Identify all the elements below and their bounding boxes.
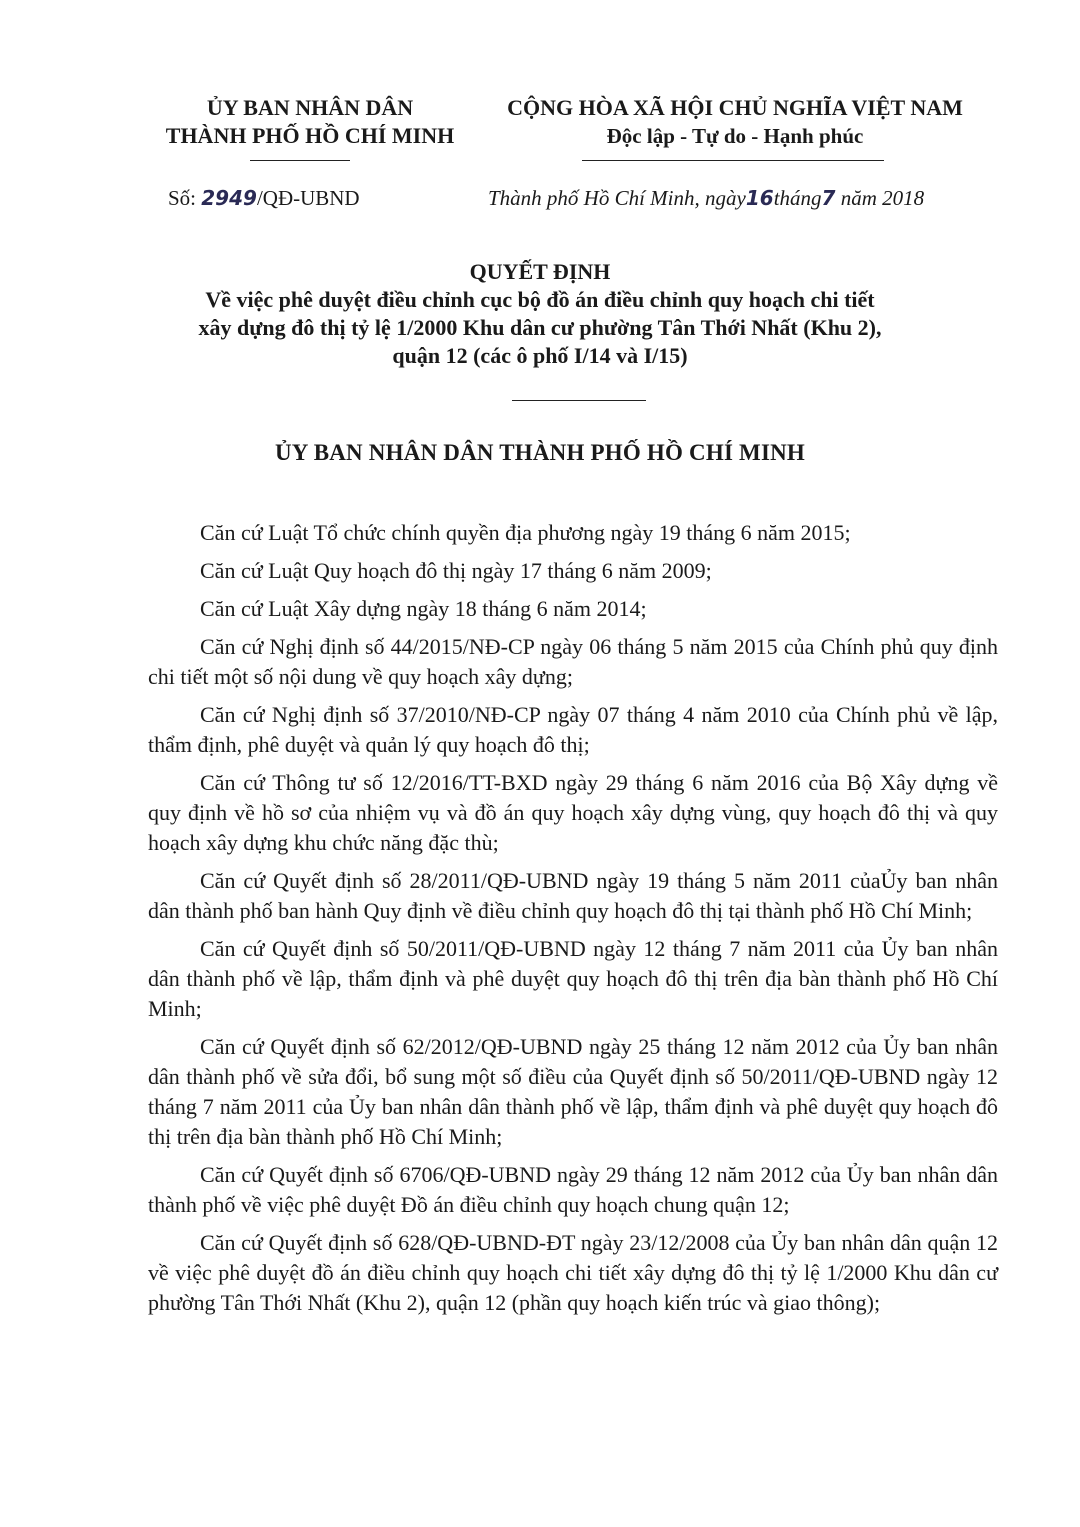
date-part-3: năm 2018 <box>840 186 925 210</box>
date-part-1: Thành phố Hồ Chí Minh, ngày <box>488 186 746 210</box>
title-underline <box>512 400 646 401</box>
legal-basis-paragraph: Căn cứ Quyết định số 62/2012/QĐ-UBND ngày 25 tháng 12 năm 2012 của Ủy ban nhân dân thành phố về sửa đổi, bổ sung một số điều của Quyết định số 50/2011/QĐ-UBND ngày 12 tháng 7 năm 2011 của Ủy ban nhân dân thành phố về lập, thẩm định và phê duyệt quy hoạch đô thị trên địa bàn thành phố Hồ Chí Minh; <box>148 1034 998 1149</box>
national-motto: Độc lập - Tự do - Hạnh phúc <box>606 124 864 148</box>
doc-number-suffix: /QĐ-UBND <box>256 186 360 210</box>
document-number <box>168 185 360 211</box>
issuing-agency <box>110 94 510 150</box>
legal-basis-paragraph: Căn cứ Thông tư số 12/2016/TT-BXD ngày 29 tháng 6 năm 2016 của Bộ Xây dựng về quy định về hồ sơ của nhiệm vụ và đồ án quy hoạch xây dựng vùng, quy hoạch đô thị và quy hoạch xây dựng khu chức năng đặc thù; <box>148 770 998 855</box>
decision-subject-line-1: Về việc phê duyệt điều chỉnh cục bộ đồ án điều chỉnh quy hoạch chi tiết <box>205 287 875 312</box>
agency-underline <box>250 160 350 161</box>
date-part-2: tháng <box>773 186 822 210</box>
legal-basis-paragraph: Căn cứ Quyết định số 628/QĐ-UBND-ĐT ngày 23/12/2008 của Ủy ban nhân dân quận 12 về việc phê duyệt đồ án điều chỉnh quy hoạch chi tiết xây dựng đô thị tỷ lệ 1/2000 Khu dân cư phường Tân Thới Nhất (Khu 2), quận 12 (phần quy hoạch kiến trúc và giao thông); <box>148 1230 998 1315</box>
agency-line-2: THÀNH PHỐ HỒ CHÍ MINH <box>165 123 455 148</box>
document-body <box>148 518 998 1326</box>
date-month-handwritten: 7 <box>821 186 836 210</box>
doc-number-prefix: Số: <box>168 186 197 210</box>
decision-heading: QUYẾT ĐỊNH <box>469 259 611 284</box>
legal-basis-paragraph: Căn cứ Luật Tổ chức chính quyền địa phương ngày 19 tháng 6 năm 2015; <box>200 520 851 545</box>
doc-number-handwritten: 2949 <box>201 186 257 210</box>
national-title: CỘNG HÒA XÃ HỘI CHỦ NGHĨA VIỆT NAM <box>507 95 963 120</box>
legal-basis-paragraph: Căn cứ Nghị định số 37/2010/NĐ-CP ngày 07 tháng 4 năm 2010 của Chính phủ về lập, thẩm định, phê duyệt và quản lý quy hoạch đô thị; <box>148 702 998 757</box>
authority-heading: ỦY BAN NHÂN DÂN THÀNH PHỐ HỒ CHÍ MINH <box>274 440 806 465</box>
motto-underline <box>582 160 884 161</box>
legal-basis-paragraph: Căn cứ Luật Quy hoạch đô thị ngày 17 tháng 6 năm 2009; <box>200 558 712 583</box>
date-day-handwritten: 16 <box>745 186 774 210</box>
decision-title <box>120 258 960 370</box>
national-heading <box>470 94 1000 150</box>
document-date <box>488 185 924 211</box>
agency-line-1: ỦY BAN NHÂN DÂN <box>206 95 414 120</box>
decision-subject-line-3: quận 12 (các ô phố I/14 và I/15) <box>392 343 688 368</box>
legal-basis-paragraph: Căn cứ Nghị định số 44/2015/NĐ-CP ngày 06 tháng 5 năm 2015 của Chính phủ quy định chi tiết một số nội dung về quy hoạch xây dựng; <box>148 634 998 689</box>
legal-basis-paragraph: Căn cứ Quyết định số 28/2011/QĐ-UBND ngày 19 tháng 5 năm 2011 củaỦy ban nhân dân thành phố ban hành Quy định về điều chỉnh quy hoạch đô thị tại thành phố Hồ Chí Minh; <box>148 868 998 923</box>
legal-basis-paragraph: Căn cứ Quyết định số 50/2011/QĐ-UBND ngày 12 tháng 7 năm 2011 của Ủy ban nhân dân thành phố về lập, thẩm định và phê duyệt quy hoạch đô thị trên địa bàn thành phố Hồ Chí Minh; <box>148 936 998 1021</box>
legal-basis-paragraph: Căn cứ Luật Xây dựng ngày 18 tháng 6 năm 2014; <box>200 596 647 621</box>
legal-basis-paragraph: Căn cứ Quyết định số 6706/QĐ-UBND ngày 29 tháng 12 năm 2012 của Ủy ban nhân dân thành phố về việc phê duyệt Đồ án điều chỉnh quy hoạch chung quận 12; <box>148 1162 998 1217</box>
decision-subject-line-2: xây dựng đô thị tỷ lệ 1/2000 Khu dân cư phường Tân Thới Nhất (Khu 2), <box>198 315 882 340</box>
